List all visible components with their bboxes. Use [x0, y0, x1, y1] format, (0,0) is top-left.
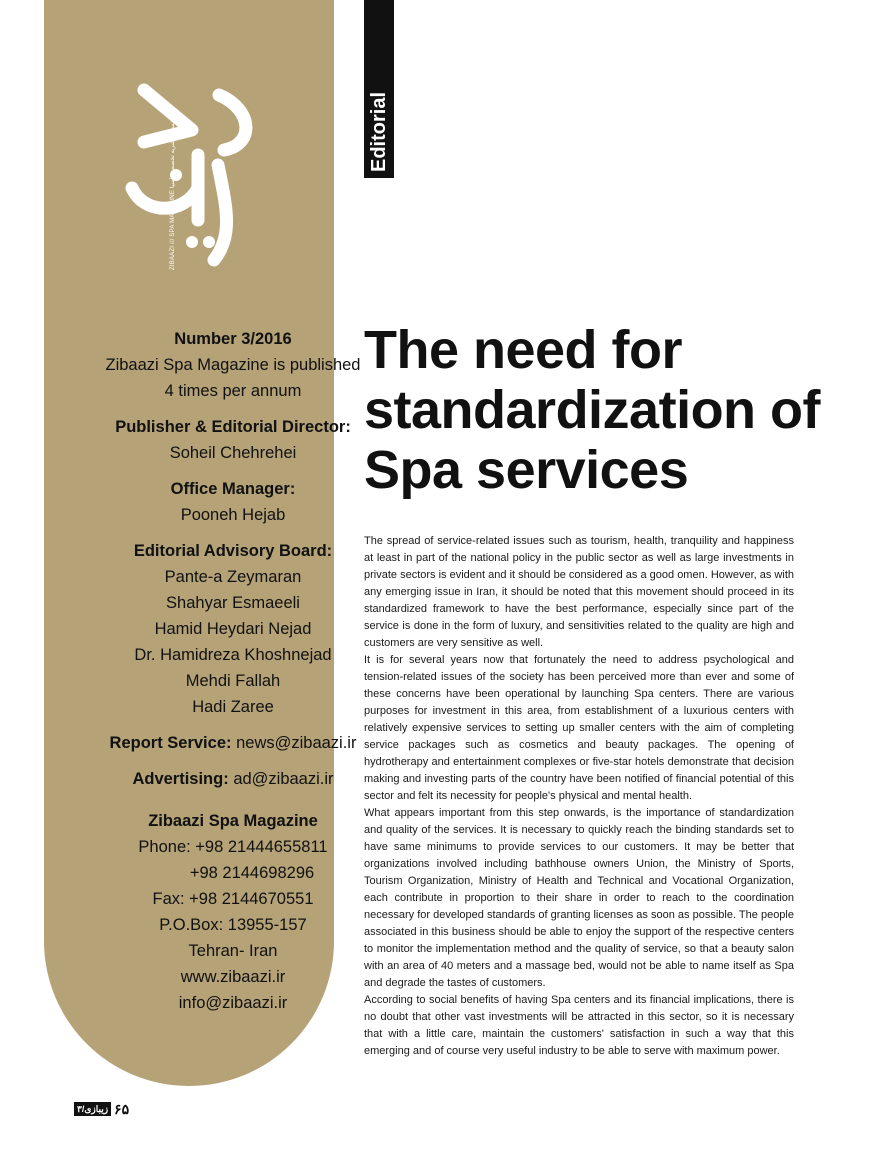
- advertising-label: Advertising:: [132, 770, 229, 788]
- page-folio: [74, 1101, 129, 1117]
- fax-number: Fax: +98 2144670551: [152, 890, 314, 908]
- phone-number: +98 2144698296: [189, 864, 315, 882]
- office-manager-name: Pooneh Hejab: [180, 506, 286, 524]
- phone-number: Phone: +98 21444655811: [138, 838, 328, 856]
- city: Tehran- Iran: [188, 942, 278, 960]
- report-service: [88, 730, 378, 756]
- article-title: The need for standardization of Spa services: [364, 320, 821, 500]
- article-paragraph: It is for several years now that fortunately the need to address psychological and tension-related issues of the society has been perceived more than ever and some of these concerns have been operational by launching Spa centers. There are various purposes for investment in this area, from establishment of a luxurious centers with relatively expensive services to setting up smaller centers with the aim of completing service packages such as cosmetics and beauty packages. The opening of hydrotherapy and entertainment complexes or five-star hotels demonstrate that decision making and investing parts of the country have been notified of financial potential of this sector and felt its necessity for people's physical and mental health.: [364, 654, 794, 802]
- article-body: [364, 533, 794, 1060]
- report-service-label: Report Service:: [109, 734, 232, 752]
- section-tab: [364, 0, 394, 178]
- frequency-line: 4 times per annum: [164, 382, 302, 400]
- logo-caption: ZIBAAZI /// SPA MAGAZINE نخستین نشریه تخصصی اسپا: [170, 117, 176, 270]
- folio-label: زیبازی/۳: [74, 1102, 111, 1116]
- section-tab-label: Editorial: [368, 91, 390, 172]
- masthead-info: [88, 326, 378, 1016]
- board-member: Dr. Hamidreza Khoshnejad: [134, 646, 332, 664]
- board-member: Pante-a Zeymaran: [164, 568, 302, 586]
- advisory-board-label: Editorial Advisory Board:: [133, 542, 333, 560]
- board-member: Hamid Heydari Nejad: [154, 620, 312, 638]
- article-paragraph: The spread of service-related issues such as tourism, health, tranquility and happiness at least in part of the national policy in the public sector as well as large investments in private sectors is evident and it should be considered as a good omen. However, as with any emerging issue in Iran, it should be noted that this movement should proceed in its standardized framework to have the best performance, especially since part of the service is done in the form of luxury, and sensitivities related to the quality are high and customers are very sensitive as well.: [364, 535, 794, 649]
- advertising: [88, 766, 378, 792]
- board-member: Hadi Zaree: [192, 698, 274, 716]
- article-paragraph: According to social benefits of having Spa centers and its financial implications, there is no doubt that other vast investments will be attracted in this sector, so it is necessary that with a little care, maintain the customers' satisfaction in such a way that this emerging and of course very useful industry to be able to serve with maximum power.: [364, 994, 794, 1057]
- issue-number: Number 3/2016: [174, 330, 292, 348]
- website-link[interactable]: www.zibaazi.ir: [180, 968, 286, 986]
- article-paragraph: What appears important from this step onwards, is the importance of standardization and quality of the services. It is necessary to quickly reach the binding standards set to have same minimums to provide services to our customers. It may be better that organizations involved including bathhouse owners Union, the Ministry of Sports, Tourism Organization, Ministry of Health and Technical and Vocational Organization, each contribute in proportion to their share in order to reach to the coordination necessary for developed standards of granting licenses as soon as possible. The people associated in this business should be able to enjoy the support of the respective centers to monitor the implementation method and the quality of service, so that a beauty salon with an area of 40 meters and a massage bed, would not be able to name itself as Spa and degrade the tastes of customers.: [364, 807, 794, 989]
- office-manager-label: Office Manager:: [170, 480, 296, 498]
- publisher-label: Publisher & Editorial Director:: [115, 418, 351, 436]
- contact-email[interactable]: info@zibaazi.ir: [178, 994, 288, 1012]
- advertising-email[interactable]: ad@zibaazi.ir: [233, 770, 334, 788]
- zibaazi-logo: [114, 70, 264, 270]
- page-number: ۶۵: [114, 1100, 130, 1117]
- publisher-name: Soheil Chehrehei: [169, 444, 297, 462]
- report-service-email[interactable]: news@zibaazi.ir: [236, 734, 357, 752]
- board-member: Mehdi Fallah: [185, 672, 281, 690]
- contact-title: Zibaazi Spa Magazine: [148, 812, 318, 830]
- po-box: P.O.Box: 13955-157: [159, 916, 307, 934]
- frequency-line: Zibaazi Spa Magazine is published: [105, 356, 361, 374]
- board-member: Shahyar Esmaeeli: [166, 594, 300, 612]
- masthead-sidebar: [44, 0, 361, 1086]
